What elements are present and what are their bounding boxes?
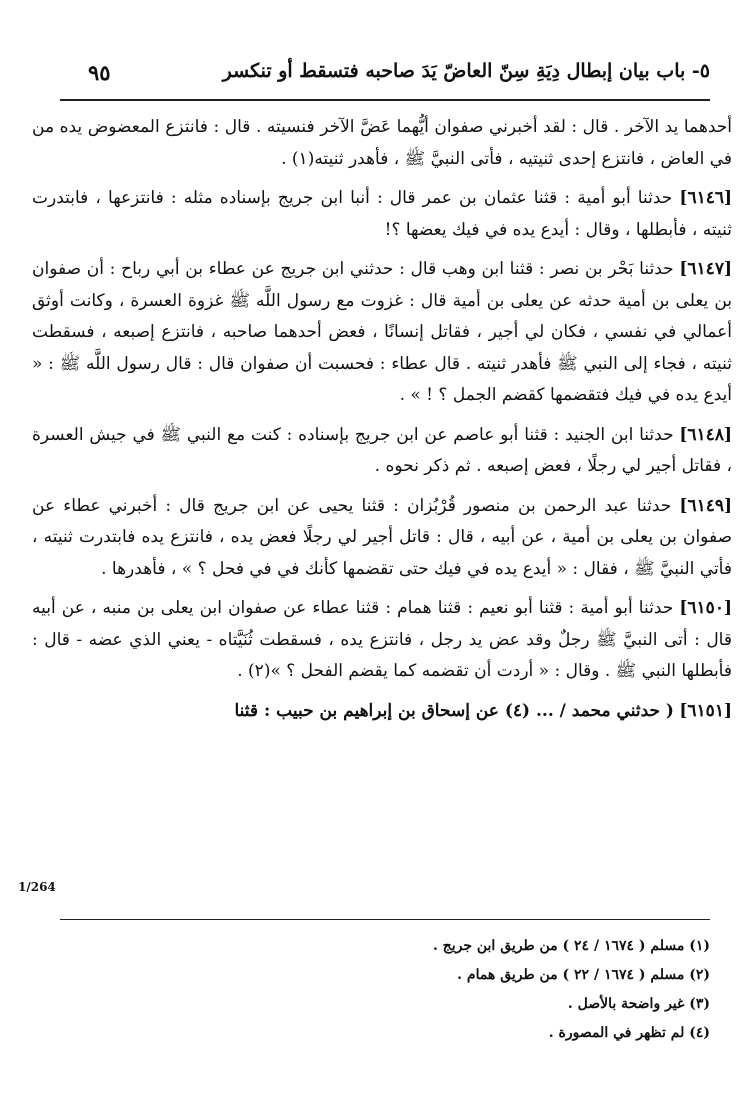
footnote-item: (٢) مسلم ( ١٦٧٤ / ٢٢ ) من طريق همام .	[457, 967, 710, 983]
page-number: ٩٥	[88, 60, 111, 85]
footnote-divider	[60, 919, 710, 920]
margin-reference: 1/264	[18, 880, 56, 894]
hadith-6149	[32, 491, 732, 586]
paragraph-text: أحدهما يد الآخر . قال : لقد أخبرني صفوان أيُّهما عَضَّ الآخر فنسيته . قال : فانتزع المعضوض يده من في العاض ، فانتزع إحدى ثنيتيه ، فأتى النبيَّ ﷺ ، فأهدر ثنيته(١) .	[32, 117, 732, 169]
header-divider	[60, 99, 710, 101]
paragraph-continuation	[32, 112, 732, 175]
footnote-item: (٤) لم تظهر في المصورة .	[548, 1025, 710, 1041]
hadith-text: حدثنا أبو أمية : قثنا أبو نعيم : قثنا همام : قثنا عطاء عن صفوان ابن يعلى بن منبه ، عن أبيه قال : أتى النبيَّ ﷺ رجلٌ وقد عض يد رجل ، فانتزع يده ، فسقطت ثُنَيَّتاه - يعني الذي عضه - قال : فأبطلها النبي ﷺ . وقال : « أردت أن تقضمه كما يقضم الفحل ؟ »(٢) .	[32, 598, 732, 681]
hadith-6148	[32, 420, 732, 483]
hadith-6147	[32, 254, 732, 412]
main-text	[32, 112, 732, 735]
hadith-number: [٦١٥١]	[679, 700, 732, 721]
hadith-number: [٦١٤٩]	[679, 495, 733, 516]
hadith-text: حدثنا ابن الجنيد : قثنا أبو عاصم عن ابن جريج بإسناده : كنت مع النبي ﷺ في جيش العسرة ، فقاتل أجير لي رجلًا ، فعض إصبعه . ثم ذكر نحوه .	[32, 424, 732, 476]
hadith-6150	[32, 593, 732, 688]
hadith-number: [٦١٥٠]	[679, 598, 732, 618]
footnotes	[110, 932, 710, 1048]
hadith-text: حدثنا أبو أمية : قثنا عثمان بن عمر قال : أنبا ابن جريج بإسناده مثله : فانتزعها ، فابتدرت ثنيته ، فأبطلها ، وقال : أيدع يده في فيك يعضها ؟!	[32, 188, 732, 240]
hadith-text: حدثنا بَحْر بن نصر : قثنا ابن وهب قال : حدثني ابن جريج عن عطاء بن أبي رباح : أن صفوان بن يعلى بن أمية حدثه عن يعلى بن أمية قال : غزوت مع رسول اللَّه ﷺ غزوة العسرة ، وكانت أوثق أعمالي في نفسي ، فكان لي أجير ، فقاتل إنسانًا ، فعض أحدهما صاحبه ، فانتزع إصبعه ، فسقطت ثنيته ، فجاء إلى النبي ﷺ فأهدر ثنيته . قال عطاء : فحسبت أن صفوان قال : قال رسول اللَّه ﷺ : « أيدع يده في فيك فتقضمها كقضم الجمل ؟ ! » .	[32, 259, 732, 405]
hadith-text: ( حدثني محمد / ... (٤) عن إسحاق بن إبراهيم بن حبيب : قثنا	[234, 700, 674, 721]
footnote-item: (١) مسلم ( ١٦٧٤ / ٢٤ ) من طريق ابن جريج .	[432, 938, 710, 954]
hadith-6151	[32, 696, 732, 728]
chapter-title: ٥- باب بيان إبطال دِيَةِ سِنّ العاضّ يَدَ صاحبه فتسقط أو تنكسر	[222, 60, 710, 82]
page-header	[60, 52, 710, 98]
hadith-text: حدثنا عبد الرحمن بن منصور قُرْبُزان : قثنا يحيى عن ابن جريج قال : أخبرني عطاء عن صفوان بن يعلى بن أمية ، عن أبيه ، قال : قاتل أجير لي رجلًا فعض يده ، فانتزع يده فابتدرت ثنيته ، فأتي النبيَّ ﷺ ، فقال : « أيدع يده في فيك حتى تقضمها كأنك في في فحل ؟ » ، فأهدرها .	[32, 495, 732, 579]
hadith-number: [٦١٤٦]	[679, 188, 733, 208]
hadith-6146	[32, 183, 732, 246]
footnote-item: (٣) غير واضحة بالأصل .	[567, 996, 710, 1012]
hadith-number: [٦١٤٧]	[679, 259, 732, 279]
hadith-number: [٦١٤٨]	[679, 424, 732, 445]
